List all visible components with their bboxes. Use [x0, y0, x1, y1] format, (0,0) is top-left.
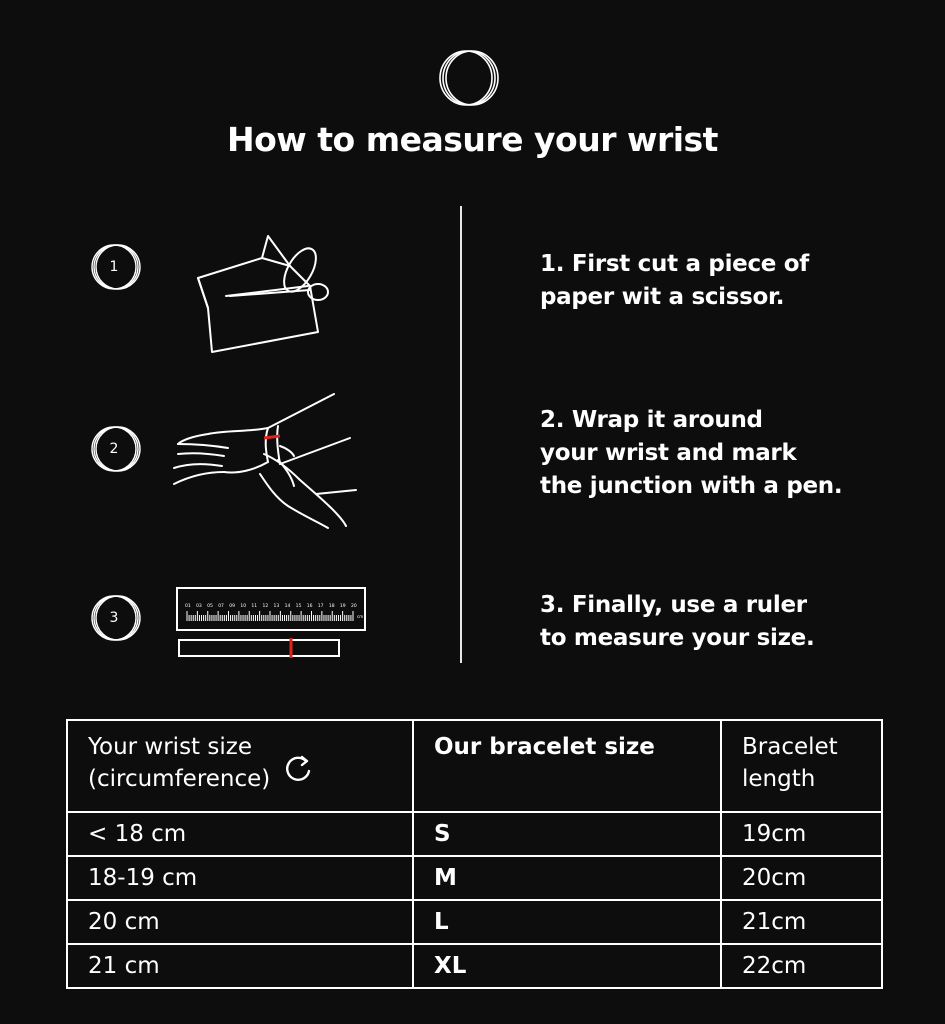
- refresh-icon: [280, 751, 316, 787]
- step-number-1: [90, 243, 142, 295]
- bracelet-length-cell: 21cm: [721, 900, 882, 944]
- page-title: How to measure your wrist: [227, 120, 718, 159]
- step-number-label: 1: [109, 259, 119, 275]
- bracelet-size-cell: M: [413, 856, 721, 900]
- header-wrist-size: [67, 720, 413, 812]
- step-3-line-1: 3. Finally, use a ruler: [540, 592, 807, 618]
- table-row: [67, 812, 882, 856]
- step-1-line-2: paper wit a scissor.: [540, 284, 785, 310]
- table-header-row: [67, 720, 882, 812]
- table-row: [67, 944, 882, 988]
- ruler-tick-label: 07: [218, 604, 224, 609]
- ruler-tick-label: 17: [317, 604, 324, 609]
- ruler-tick-label: 11: [251, 604, 258, 609]
- paper-scissor-illustration: [190, 228, 340, 358]
- ruler-illustration: [175, 585, 371, 661]
- step-number-label: 2: [109, 441, 119, 457]
- ruler-tick-label: 12: [262, 604, 269, 609]
- ruler-tick-label: 15: [295, 604, 302, 609]
- step-2-line-1: 2. Wrap it around: [540, 407, 763, 433]
- ruler-tick-label: 19: [339, 604, 346, 609]
- wrist-wrap-illustration: [168, 390, 368, 532]
- table-row: [67, 856, 882, 900]
- step-3-text: [540, 589, 814, 655]
- step-2-line-3: the junction with a pen.: [540, 473, 843, 499]
- wrist-size-cell: < 18 cm: [67, 812, 413, 856]
- step-1-text: [540, 248, 809, 314]
- step-2-text: [540, 404, 842, 503]
- table-row: [67, 900, 882, 944]
- bracelet-length-cell: 20cm: [721, 856, 882, 900]
- step-number-label: 3: [109, 610, 119, 626]
- header-wrist-line-1: Your wrist size: [88, 734, 252, 760]
- ruler-tick-label: 05: [207, 604, 213, 609]
- vertical-divider: [460, 206, 462, 663]
- ruler-tick-label: 09: [229, 604, 236, 609]
- step-3-line-2: to measure your size.: [540, 625, 815, 651]
- header-bracelet-size: Our bracelet size: [413, 720, 721, 812]
- ruler-tick-label: 16: [306, 604, 313, 609]
- bracelet-size-cell: S: [413, 812, 721, 856]
- step-2-line-2: your wrist and mark: [540, 440, 797, 466]
- ruler-tick-label: 18: [328, 604, 335, 609]
- wrist-size-cell: 20 cm: [67, 900, 413, 944]
- ruler-tick-label: 20: [351, 604, 357, 609]
- step-number-3: [90, 594, 142, 646]
- bracelet-length-cell: 19cm: [721, 812, 882, 856]
- bracelet-size-cell: XL: [413, 944, 721, 988]
- step-1-line-1: 1. First cut a piece of: [540, 251, 810, 277]
- ruler-unit-label: cm: [357, 614, 364, 619]
- ruler-tick-label: 10: [240, 604, 247, 609]
- ruler-tick-label: 13: [273, 604, 280, 609]
- bracelet-length-cell: 22cm: [721, 944, 882, 988]
- wrist-size-cell: 18-19 cm: [67, 856, 413, 900]
- brand-rings-logo: [436, 48, 502, 108]
- header-bracelet-length: Bracelet length: [721, 720, 882, 812]
- wrist-size-cell: 21 cm: [67, 944, 413, 988]
- bracelet-size-cell: L: [413, 900, 721, 944]
- ruler-tick-label: 01: [185, 604, 191, 609]
- ruler-tick-label: 14: [284, 604, 291, 609]
- size-table: [66, 719, 883, 989]
- step-number-2: [90, 425, 142, 477]
- header-wrist-line-2: (circumference): [88, 766, 271, 792]
- ruler-tick-label: 03: [196, 604, 202, 609]
